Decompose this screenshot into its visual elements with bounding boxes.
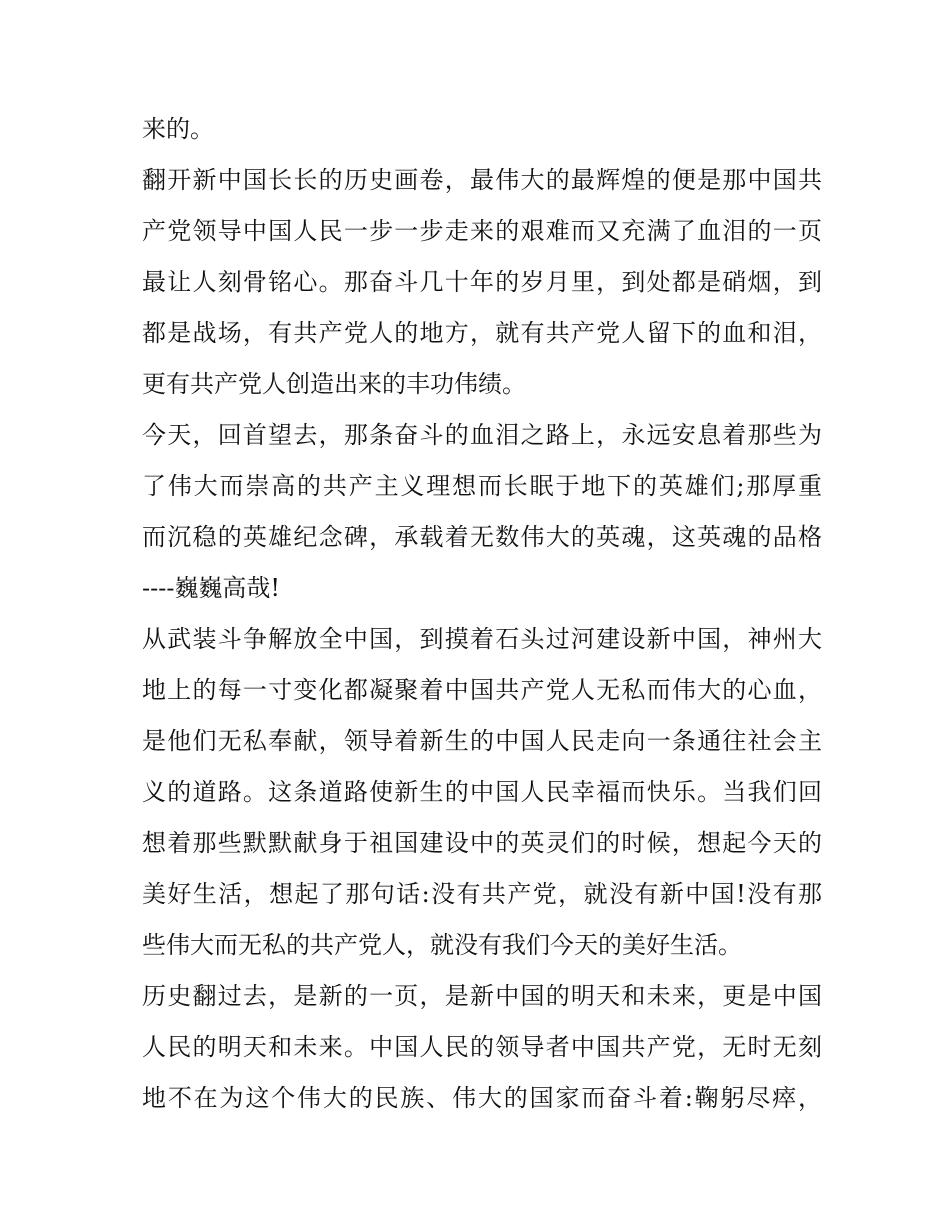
text-line: 来的。	[142, 115, 214, 143]
text-line: 些伟大而无私的共产党人，就没有我们今天的美好生活。	[142, 931, 742, 959]
text-line: 而沉稳的英雄纪念碑，承载着无数伟大的英魂，这英魂的品格	[142, 523, 822, 551]
text-line: 更有共产党人创造出来的丰功伟绩。	[142, 370, 526, 398]
text-line: 是他们无私奉献，领导着新生的中国人民走向一条通往社会主	[142, 727, 822, 755]
text-line: 产党领导中国人民一步一步走来的艰难而又充满了血泪的一页	[142, 217, 822, 245]
document-body	[142, 104, 822, 1124]
text-line: 想着那些默默献身于祖国建设中的英灵们的时候，想起今天的	[142, 829, 822, 857]
text-line: 了伟大而崇高的共产主义理想而长眠于地下的英雄们;那厚重	[142, 472, 822, 500]
text-line: 地上的每一寸变化都凝聚着中国共产党人无私而伟大的心血，	[142, 676, 822, 704]
text-line: 义的道路。这条道路使新生的中国人民幸福而快乐。当我们回	[142, 778, 822, 806]
text-line: 美好生活，想起了那句话:没有共产党，就没有新中国!没有那	[142, 880, 822, 908]
text-line: 最让人刻骨铭心。那奋斗几十年的岁月里，到处都是硝烟，到	[142, 268, 822, 296]
text-line: 从武装斗争解放全中国，到摸着石头过河建设新中国，神州大	[142, 625, 822, 653]
text-line: 人民的明天和未来。中国人民的领导者中国共产党，无时无刻	[142, 1033, 822, 1061]
text-line: 地不在为这个伟大的民族、伟大的国家而奋斗着:鞠躬尽瘁，	[142, 1084, 822, 1112]
text-line: 翻开新中国长长的历史画卷，最伟大的最辉煌的便是那中国共	[142, 166, 822, 194]
text-line: 历史翻过去，是新的一页，是新中国的明天和未来，更是中国	[142, 982, 822, 1010]
text-line: ----巍巍高哉!	[142, 574, 281, 602]
text-line: 都是战场，有共产党人的地方，就有共产党人留下的血和泪，	[142, 319, 822, 347]
text-line: 今天，回首望去，那条奋斗的血泪之路上，永远安息着那些为	[142, 421, 822, 449]
